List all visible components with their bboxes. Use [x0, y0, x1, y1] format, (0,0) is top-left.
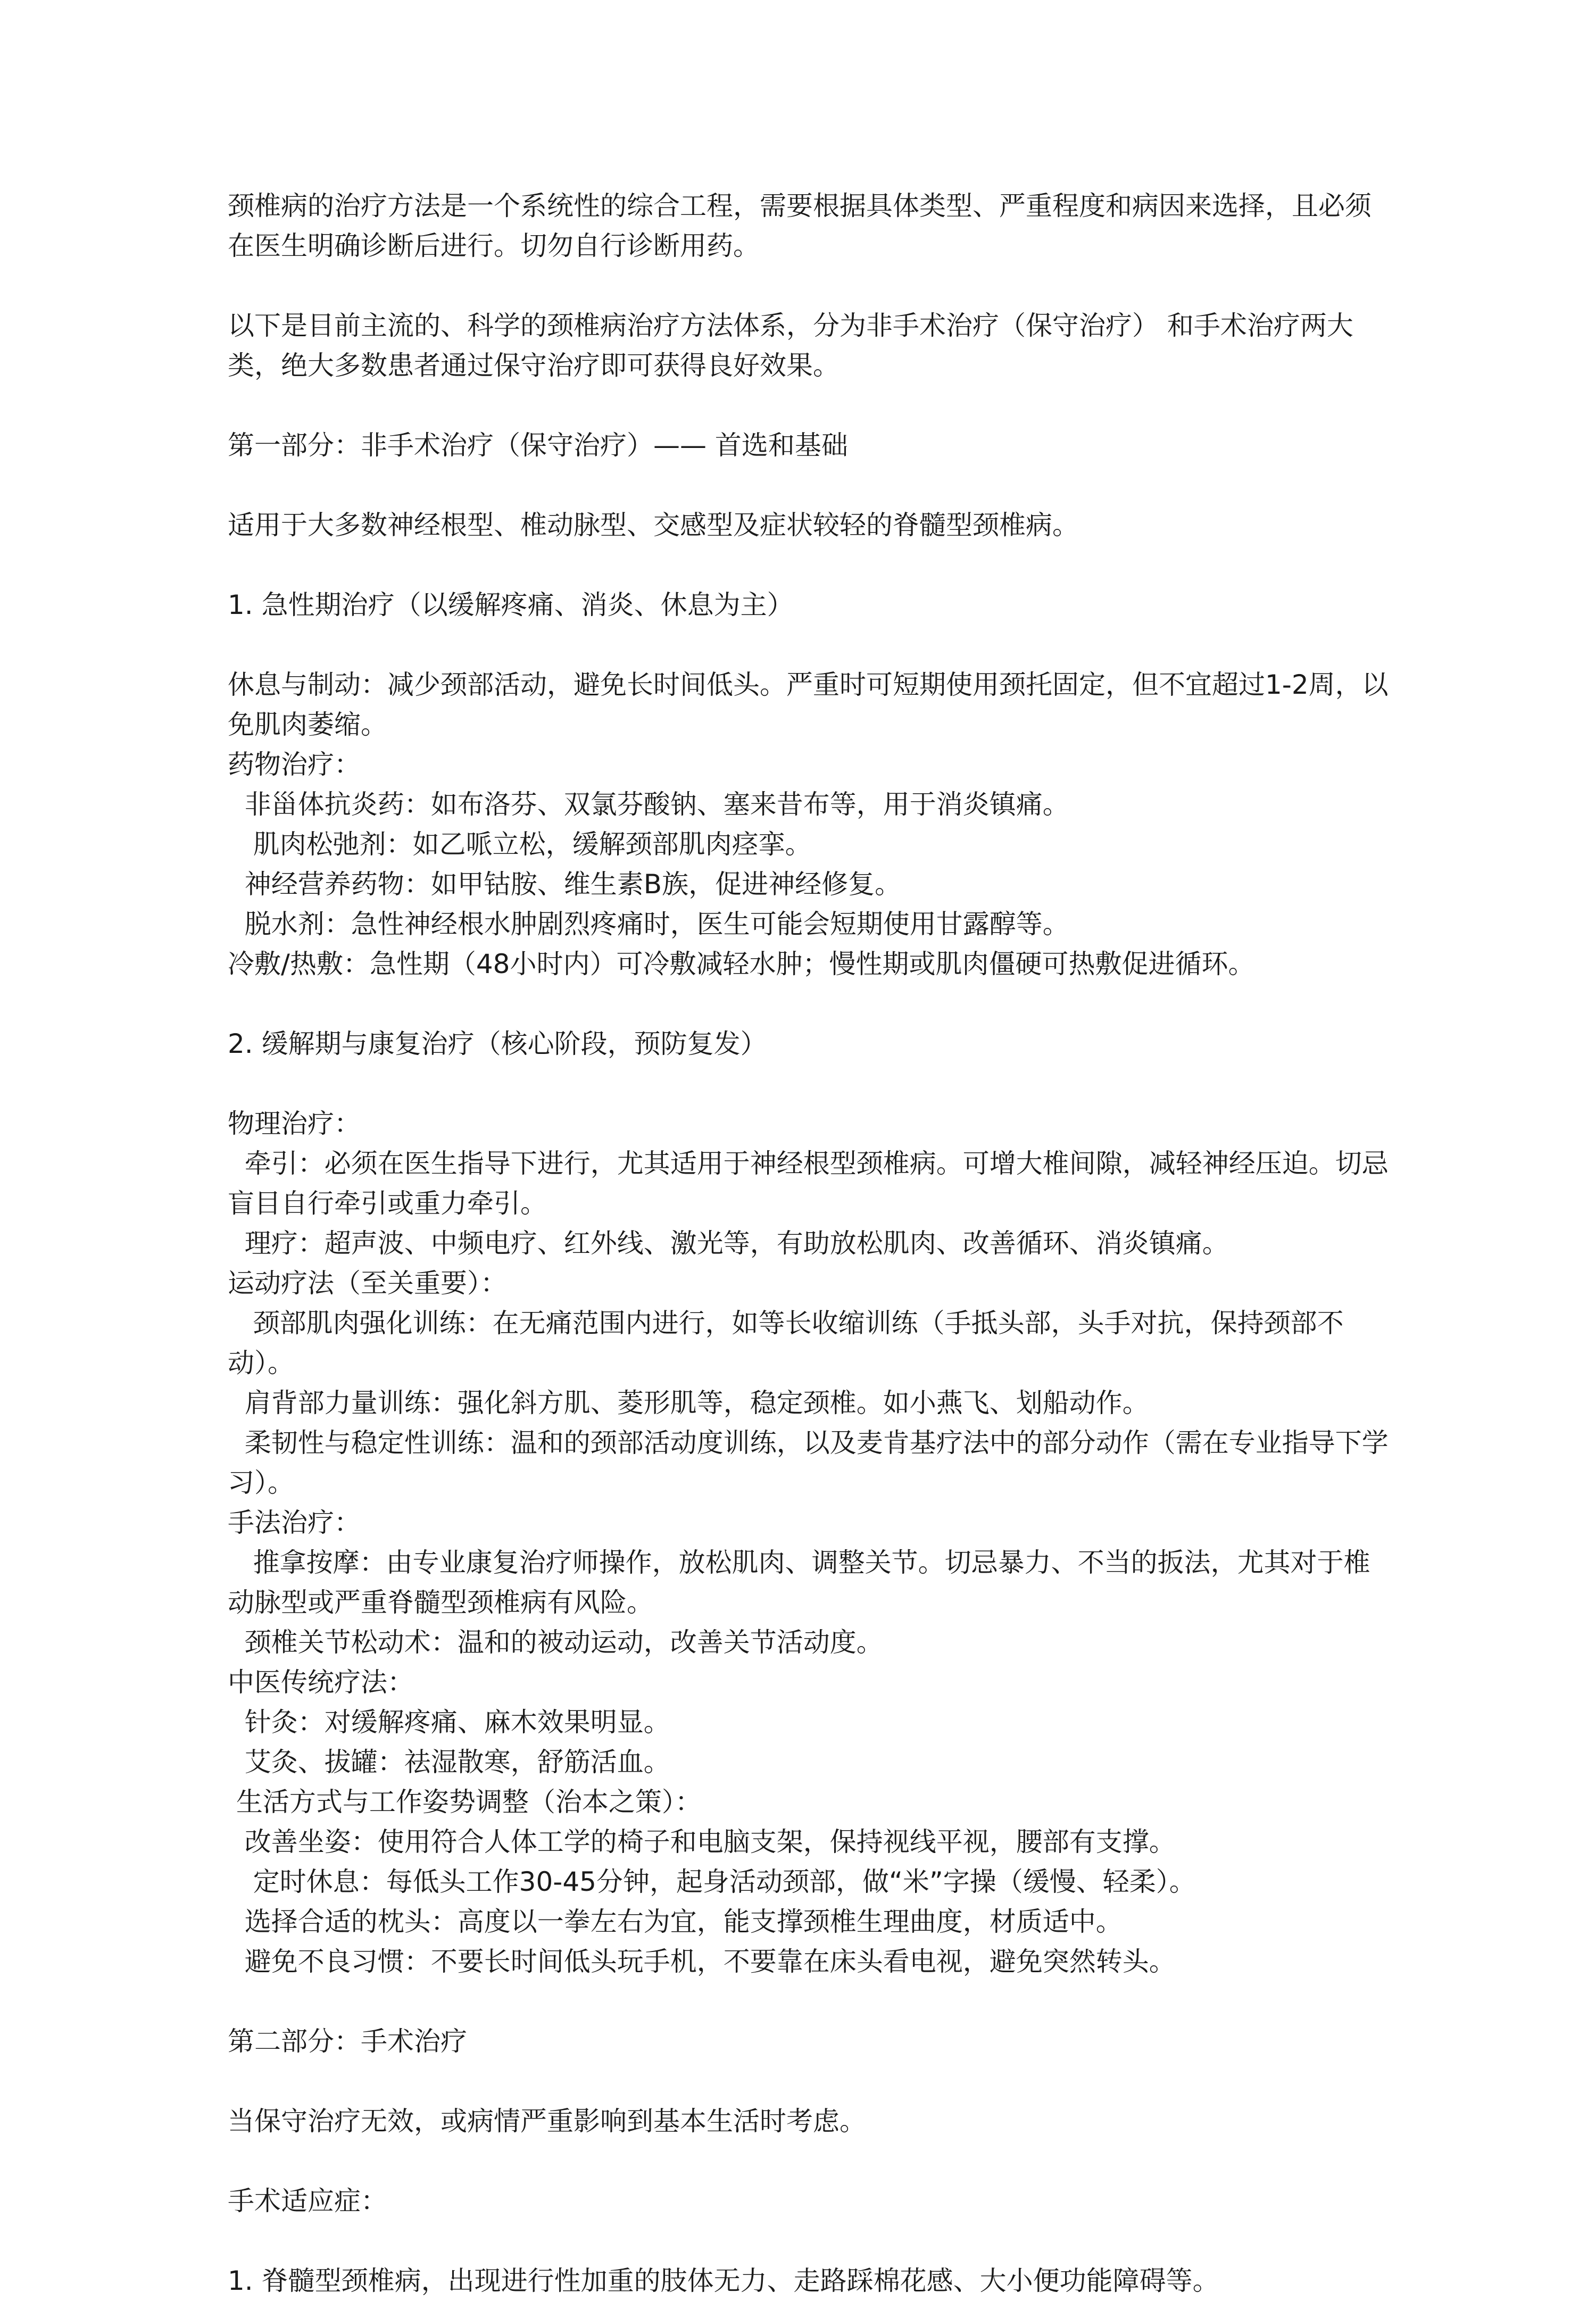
- exercise-item: 肩背部力量训练：强化斜方肌、菱形肌等，稳定颈椎。如小燕飞、划船动作。: [228, 1388, 1149, 1418]
- manual-item: 颈椎关节松动术：温和的被动运动，改善关节活动度。: [228, 1627, 883, 1658]
- tcm-item: 针灸：对缓解疼痛、麻木效果明显。: [228, 1707, 670, 1738]
- indications-title: 手术适应症：: [228, 2186, 387, 2216]
- exercise-item: 颈部肌肉强化训练：在无痛范围内进行，如等长收缩训练（手抵头部，头手对抗，保持颈部不动）。: [228, 1308, 1344, 1378]
- acute-compress: 冷敷/热敷：急性期（48小时内）可冷敷减轻水肿；慢性期或肌肉僵硬可热敷促进循环。: [228, 949, 1255, 979]
- acute-drug-item: 肌肉松弛剂：如乙哌立松，缓解颈部肌肉痉挛。: [228, 829, 812, 860]
- document-page: [228, 186, 1393, 2301]
- exercise-item: 柔韧性与稳定性训练：温和的颈部活动度训练，以及麦肯基疗法中的部分动作（需在专业指导下学习）。: [228, 1427, 1389, 1498]
- indication-item: 1. 脊髓型颈椎病，出现进行性加重的肢体无力、走路踩棉花感、大小便功能障碍等。: [228, 2265, 1219, 2296]
- part2-heading: 第二部分：手术治疗: [228, 2026, 467, 2057]
- exercise-title: 运动疗法（至关重要）：: [228, 1268, 507, 1299]
- physio-item: 牵引：必须在医生指导下进行，尤其适用于神经根型颈椎病。可增大椎间隙，减轻神经压迫。切忌盲目自行牵引或重力牵引。: [228, 1148, 1389, 1219]
- tcm-title: 中医传统疗法：: [228, 1667, 414, 1698]
- intro-paragraph-1: 颈椎病的治疗方法是一个系统性的综合工程，需要根据具体类型、严重程度和病因来选择，且必须在医生明确诊断后进行。切勿自行诊断用药。: [228, 190, 1371, 261]
- lifestyle-item: 改善坐姿：使用符合人体工学的椅子和电脑支架，保持视线平视，腰部有支撑。: [228, 1826, 1176, 1857]
- tcm-item: 艾灸、拔罐：祛湿散寒，舒筋活血。: [228, 1747, 670, 1777]
- acute-drug-item: 神经营养药物：如甲钴胺、维生素B族，促进神经修复。: [228, 869, 902, 900]
- physio-item: 理疗：超声波、中频电疗、红外线、激光等，有助放松肌肉、改善循环、消炎镇痛。: [228, 1228, 1229, 1259]
- lifestyle-title: 生活方式与工作姿势调整（治本之策）：: [228, 1787, 702, 1817]
- acute-drug-item: 脱水剂：急性神经根水肿剧烈疼痛时，医生可能会短期使用甘露醇等。: [228, 909, 1069, 940]
- intro-paragraph-2: 以下是目前主流的、科学的颈椎病治疗方法体系，分为非手术治疗（保守治疗） 和手术治疗两大类，绝大多数患者通过保守治疗即可获得良好效果。: [228, 310, 1353, 381]
- manual-title: 手法治疗：: [228, 1507, 361, 1538]
- lifestyle-item: 选择合适的枕头：高度以一拳左右为宜，能支撑颈椎生理曲度，材质适中。: [228, 1906, 1123, 1937]
- manual-item: 推拿按摩：由专业康复治疗师操作，放松肌肉、调整关节。切忌暴力、不当的扳法，尤其对于椎动脉型或严重脊髓型颈椎病有风险。: [228, 1547, 1370, 1618]
- lifestyle-item: 避免不良习惯：不要长时间低头玩手机，不要靠在床头看电视，避免突然转头。: [228, 1946, 1176, 1977]
- acute-drug-item: 非甾体抗炎药：如布洛芬、双氯芬酸钠、塞来昔布等，用于消炎镇痛。: [228, 789, 1069, 820]
- acute-rest: 休息与制动：减少颈部活动，避免长时间低头。严重时可短期使用颈托固定，但不宜超过1-2周，以免肌肉萎缩。: [228, 669, 1389, 740]
- remission-heading: 2. 缓解期与康复治疗（核心阶段，预防复发）: [228, 1028, 767, 1059]
- lifestyle-item: 定时休息：每低头工作30-45分钟，起身活动颈部，做“米”字操（缓慢、轻柔）。: [228, 1866, 1196, 1897]
- part1-scope: 适用于大多数神经根型、椎动脉型、交感型及症状较轻的脊髓型颈椎病。: [228, 510, 1079, 541]
- part1-heading: 第一部分：非手术治疗（保守治疗）—— 首选和基础: [228, 430, 848, 461]
- acute-drug-title: 药物治疗：: [228, 749, 361, 780]
- physio-title: 物理治疗：: [228, 1108, 361, 1139]
- acute-heading: 1. 急性期治疗（以缓解疼痛、消炎、休息为主）: [228, 589, 794, 620]
- part2-scope: 当保守治疗无效，或病情严重影响到基本生活时考虑。: [228, 2106, 866, 2137]
